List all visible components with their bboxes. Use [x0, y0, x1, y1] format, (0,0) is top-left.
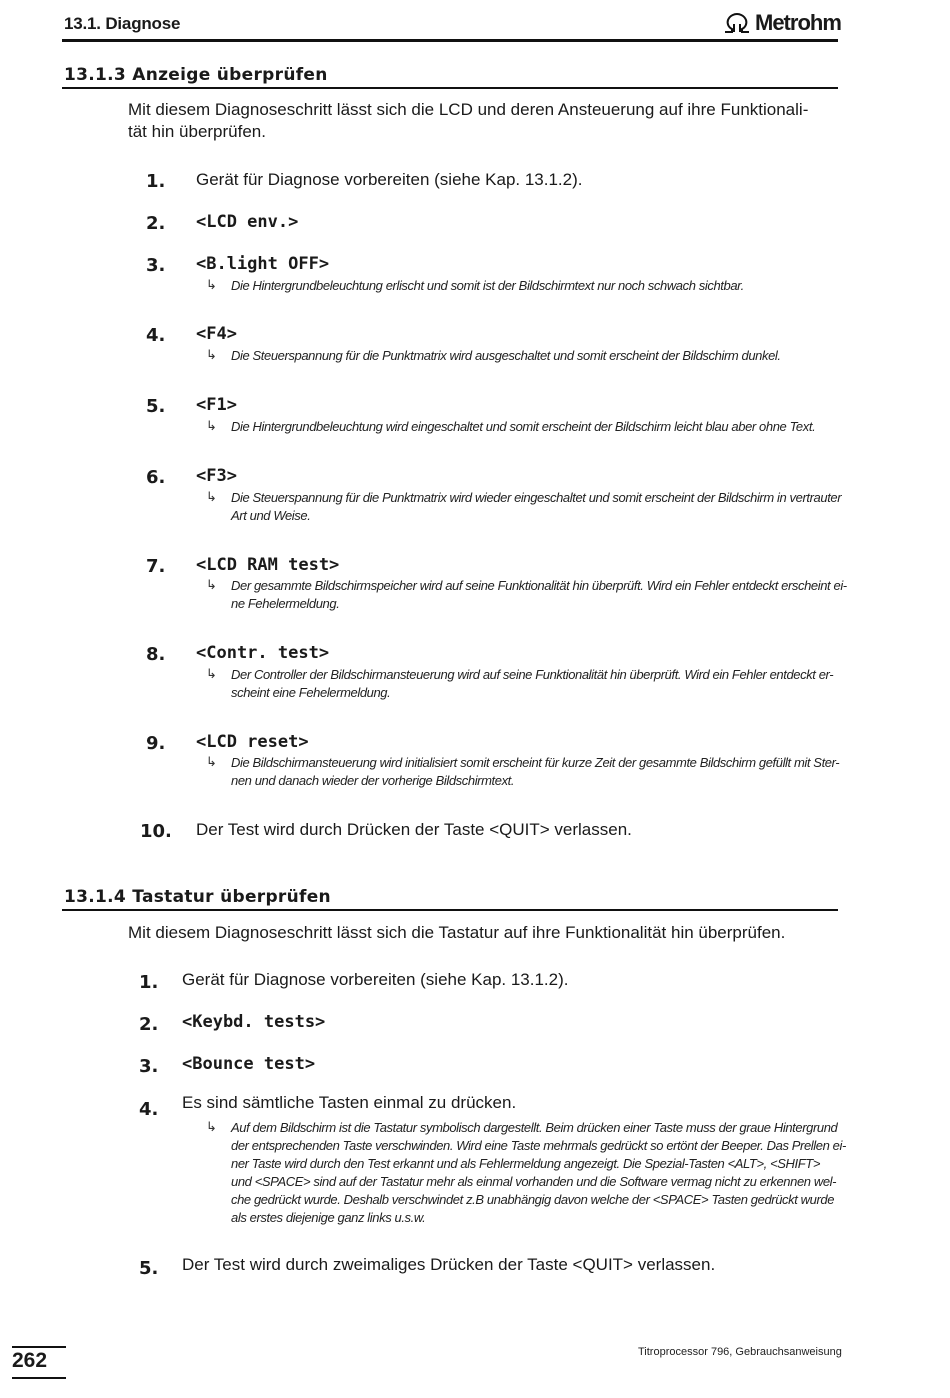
step-number: 4.	[146, 325, 166, 346]
step-number: 5.	[139, 1258, 159, 1279]
page-number-rule-top	[12, 1346, 66, 1348]
step-note: Die Hintergrundbeleuchtung wird eingeschaltet und somit erscheint der Bildschirm leicht blau aber ohne Text.	[231, 419, 816, 434]
step-text: Der Test wird durch Drücken der Taste <QUIT> verlassen.	[196, 820, 632, 839]
section-intro	[128, 99, 833, 143]
logo-wordmark: Metrohm	[755, 10, 841, 35]
running-header-title: 13.1. Diagnose	[64, 14, 181, 33]
header-rule	[62, 39, 838, 42]
step-number: 9.	[146, 733, 166, 754]
step-number: 10.	[140, 821, 172, 842]
step-command: <LCD env.>	[196, 212, 299, 232]
result-arrow-icon: ↳	[206, 666, 217, 681]
step-command: <Contr. test>	[196, 643, 330, 663]
result-arrow-icon: ↳	[206, 489, 217, 504]
step-number: 3.	[139, 1056, 159, 1077]
page-number: 262	[12, 1349, 48, 1372]
section-heading-13-1-4: 13.1.4 Tastatur überprüfen	[64, 887, 331, 907]
step-note: Die Steuerspannung für die Punktmatrix wird wieder eingeschaltet und somit erscheint der Bildschirm in vertrauter Art und Weise.	[231, 490, 842, 523]
metrohm-logo	[722, 10, 841, 36]
step-number: 4.	[139, 1099, 159, 1120]
step-note: Die Hintergrundbeleuchtung erlischt und somit ist der Bildschirmtext nur noch schwach sichtbar.	[231, 278, 744, 293]
section-heading-13-1-3: 13.1.3 Anzeige überprüfen	[64, 65, 328, 85]
step-command: <F1>	[196, 395, 237, 415]
step-number: 6.	[146, 467, 166, 488]
step-command: <LCD RAM test>	[196, 555, 340, 575]
step-command: <B.light OFF>	[196, 254, 330, 274]
result-arrow-icon: ↳	[206, 418, 217, 433]
section-rule	[62, 87, 838, 89]
step-number: 2.	[139, 1014, 159, 1035]
result-arrow-icon: ↳	[206, 577, 217, 592]
result-arrow-icon: ↳	[206, 347, 217, 362]
step-number: 2.	[146, 213, 166, 234]
footer-doc-title: Titroprocessor 796, Gebrauchsanweisung	[638, 1346, 842, 1358]
omega-logo-icon	[722, 12, 752, 34]
step-note: Die Steuerspannung für die Punktmatrix wird ausgeschaltet und somit erscheint der Bildschirm dunkel.	[231, 348, 781, 363]
result-arrow-icon: ↳	[206, 1119, 217, 1134]
step-number: 5.	[146, 396, 166, 417]
step-text: Es sind sämtliche Tasten einmal zu drücken.	[182, 1093, 517, 1112]
result-arrow-icon: ↳	[206, 754, 217, 769]
section-rule	[62, 909, 838, 911]
intro-line: tät hin überprüfen.	[128, 122, 266, 141]
step-note: Der gesammte Bildschirmspeicher wird auf seine Funktionalität hin überprüft. Wird ein Fehler entdeckt erscheint ei- ne Fehelermeldung.	[231, 578, 847, 611]
page-number-rule-bottom	[12, 1377, 66, 1379]
step-number: 8.	[146, 644, 166, 665]
result-arrow-icon: ↳	[206, 277, 217, 292]
step-text: Gerät für Diagnose vorbereiten (siehe Kap. 13.1.2).	[182, 970, 569, 989]
step-command: <Keybd. tests>	[182, 1012, 326, 1032]
step-text: Gerät für Diagnose vorbereiten (siehe Kap. 13.1.2).	[196, 170, 583, 189]
step-command: <F3>	[196, 466, 237, 486]
step-note: Der Controller der Bildschirmansteuerung wird auf seine Funktionalität hin überprüft. Wird ein Fehler entdeckt er- scheint eine Fehelermeldung.	[231, 667, 834, 700]
intro-line: Mit diesem Diagnoseschritt lässt sich die LCD und deren Ansteuerung auf ihre Funktionali-	[128, 100, 809, 119]
step-number: 3.	[146, 255, 166, 276]
step-command: <F4>	[196, 324, 237, 344]
step-command: <LCD reset>	[196, 732, 309, 752]
step-number: 1.	[139, 972, 159, 993]
step-number: 1.	[146, 171, 166, 192]
step-text: Der Test wird durch zweimaliges Drücken der Taste <QUIT> verlassen.	[182, 1255, 716, 1274]
step-number: 7.	[146, 556, 166, 577]
step-note: Die Bildschirmansteuerung wird initialisiert somit erscheint für kurze Zeit der gesammte Bildschirm gefüllt mit Ster- nen und danach wieder der vorherige Bildschirmtext.	[231, 755, 840, 788]
step-command: <Bounce test>	[182, 1054, 316, 1074]
step-note: Auf dem Bildschirm ist die Tastatur symbolisch dargestellt. Beim drücken einer Taste muss der graue Hintergrund der entsprechenden Taste verschwinden. Wird eine Taste mehrmals gedrückt so ertönt der Beeper. Das Prellen ei- ner Taste wird durch den Test erkannt und als Fehlermeldung angezeigt. Die Spezial-Tasten <ALT>, <SHIFT> und <SPACE> sind auf der Tastatur mehr als einmal vorhanden und die Software vermag nicht zu erkennen wel- che gedrückt wurde. Deshalb verschwindet z.B unabhängig davon welche der <SPACE> Tasten gedrückt wurde als erstes diejenige ganz links u.s.w.	[231, 1120, 846, 1225]
section-intro: Mit diesem Diagnoseschritt lässt sich die Tastatur auf ihre Funktionalität hin überprüfen.	[128, 923, 786, 942]
